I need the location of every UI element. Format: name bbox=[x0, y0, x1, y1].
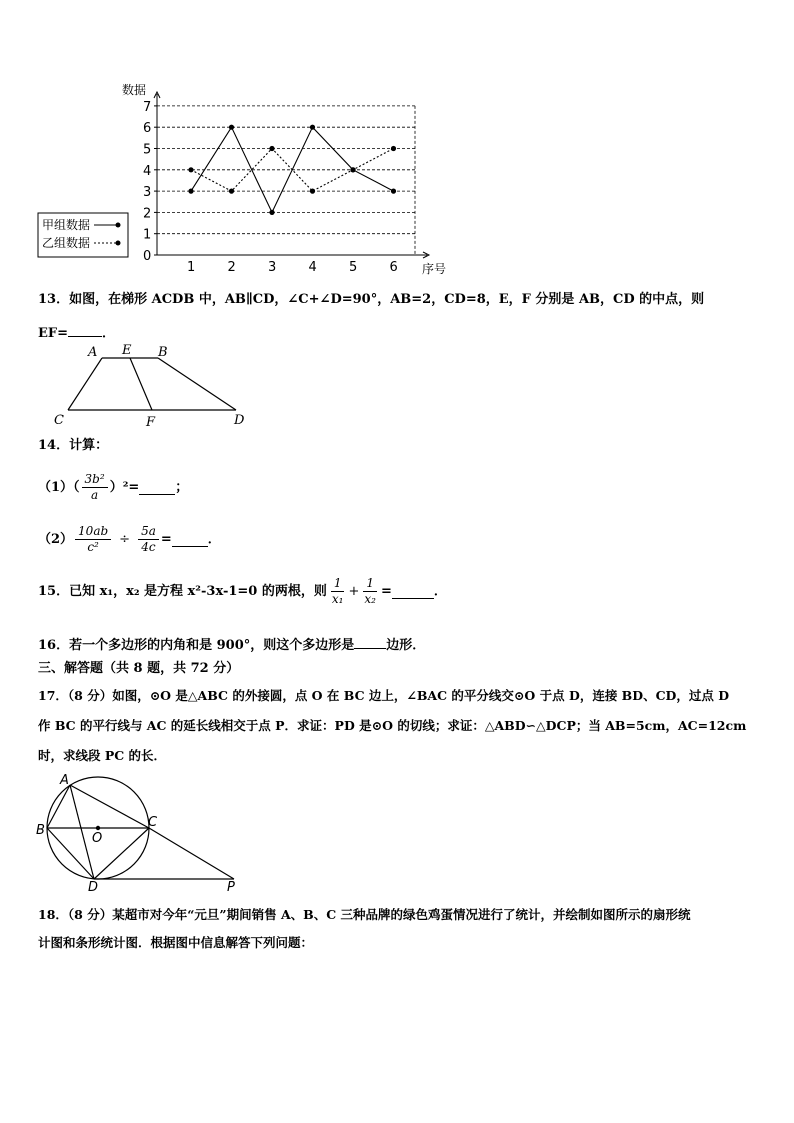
legend-series-1-label: 甲组数据 bbox=[42, 218, 91, 232]
section-3-heading bbox=[38, 659, 239, 679]
q13-line2 bbox=[38, 322, 115, 344]
q14-p1-denominator: a bbox=[91, 488, 99, 502]
q15-number: 15． bbox=[38, 583, 70, 599]
label-o: O bbox=[92, 831, 103, 846]
q15-plus: + bbox=[348, 583, 360, 599]
q17-text-2: 作 BC 的平行线与 AC 的延长线相交于点 P．求证：PD 是⊙O 的切线；求证：△ABD∽△DCP；当 AB=5cm，AC=12cm bbox=[38, 718, 747, 733]
x-tick-label-1: 1 bbox=[187, 260, 196, 275]
q14-p2-end: ． bbox=[207, 531, 221, 547]
q14-part1 bbox=[38, 472, 188, 503]
q14-p1-end: ； bbox=[175, 479, 189, 495]
q15-fraction-1 bbox=[329, 576, 347, 607]
y-tick-label-4: 4 bbox=[143, 163, 152, 179]
legend-series-1-marker bbox=[116, 223, 121, 228]
series-2-point-1 bbox=[188, 167, 193, 172]
series-1-point-2 bbox=[229, 125, 234, 130]
q17-line2 bbox=[38, 716, 746, 736]
y-axis-label: 数据 bbox=[122, 83, 147, 97]
q14-p2-answer-blank[interactable] bbox=[172, 532, 208, 547]
q14-part2 bbox=[38, 524, 221, 555]
y-tick-label-0: 0 bbox=[143, 249, 152, 264]
q14-p1-label: （1）（ bbox=[38, 479, 80, 495]
center-point-o bbox=[96, 826, 100, 830]
q18-line2 bbox=[38, 933, 313, 953]
series-1-point-1 bbox=[188, 189, 193, 194]
q18-text-1: （8 分）某超市对今年“元旦”期间销售 A、B、C 三种品牌的绿色鸡蛋情况进行了统计，并绘制如图所示的扇形统 bbox=[67, 907, 691, 922]
q14-p1-answer-blank[interactable] bbox=[139, 480, 175, 495]
q13-line1 bbox=[38, 290, 704, 310]
label-a: A bbox=[60, 773, 69, 788]
q14-p2-equals: = bbox=[160, 531, 172, 547]
circle-figure bbox=[34, 772, 244, 892]
segment-ad bbox=[70, 785, 94, 879]
q14-p2-label: （2） bbox=[38, 531, 74, 547]
segment-cd bbox=[94, 828, 149, 879]
q18-line1 bbox=[38, 905, 691, 925]
label-c: C bbox=[54, 413, 64, 428]
y-tick-label-2: 2 bbox=[143, 206, 152, 222]
q14-p2-fraction-1 bbox=[75, 524, 111, 555]
label-f: F bbox=[146, 415, 156, 430]
q15-answer-blank[interactable] bbox=[392, 584, 434, 599]
trapezoid-side-bd bbox=[158, 358, 236, 410]
label-p: P bbox=[227, 880, 235, 892]
q14-p2-fraction-2 bbox=[138, 524, 159, 555]
q18-number: 18． bbox=[38, 907, 68, 922]
x-axis-label: 序号 bbox=[422, 262, 447, 276]
series-2-point-4 bbox=[310, 189, 315, 194]
label-b: B bbox=[158, 345, 168, 360]
y-tick-label-1: 1 bbox=[143, 227, 152, 243]
q13-number: 13． bbox=[38, 292, 70, 307]
label-e: E bbox=[122, 343, 132, 358]
q15-denominator-2: x₂ bbox=[364, 592, 376, 606]
q14-p1-fraction bbox=[82, 472, 108, 503]
q17-number: 17． bbox=[38, 688, 68, 703]
q16-answer-blank[interactable] bbox=[354, 634, 386, 649]
q13-text: 如图，在梯形 ACDB 中，AB∥CD，∠C+∠D=90°，AB=2，CD=8，E，F 分别是 AB，CD 的中点，则 bbox=[69, 292, 705, 307]
segment-ac bbox=[70, 785, 149, 828]
y-tick-label-5: 5 bbox=[143, 142, 152, 158]
q15-numerator-2: 1 bbox=[363, 576, 377, 592]
q15-fraction-2 bbox=[361, 576, 379, 607]
q15-denominator-1: x₁ bbox=[331, 592, 344, 606]
segment-ab bbox=[47, 785, 70, 828]
segment-cp bbox=[149, 828, 234, 879]
trapezoid-side-ac bbox=[68, 358, 102, 410]
label-a: A bbox=[88, 345, 98, 360]
x-tick-label-4: 4 bbox=[308, 260, 317, 275]
x-tick-label-3: 3 bbox=[268, 260, 277, 275]
q14-p2-denominator-2: 4c bbox=[141, 540, 156, 554]
q14-p2-numerator-1: 10ab bbox=[75, 524, 111, 540]
q14-title-text: 计算： bbox=[69, 438, 109, 453]
q16-line bbox=[38, 634, 425, 656]
q14-p2-numerator-2: 5a bbox=[138, 524, 159, 540]
q13-end: ． bbox=[102, 326, 116, 341]
q14-title bbox=[38, 436, 108, 456]
q15-equals: = bbox=[380, 583, 392, 599]
q14-p1-close: ）²= bbox=[109, 479, 140, 495]
legend-series-2-marker bbox=[116, 241, 121, 246]
label-d: D bbox=[88, 880, 99, 892]
q13-ef-label: EF= bbox=[38, 326, 69, 341]
q15-numerator-1: 1 bbox=[331, 576, 345, 592]
q16-number: 16． bbox=[38, 638, 70, 653]
q17-text-1: （8 分）如图，⊙O 是△ABC 的外接圆，点 O 在 BC 边上，∠BAC 的平分线交⊙O 于点 D，连接 BD、CD，过点 D bbox=[67, 688, 730, 703]
q17-line3 bbox=[38, 746, 166, 766]
x-tick-label-6: 6 bbox=[389, 260, 398, 275]
series-1-point-4 bbox=[310, 125, 315, 130]
x-tick-label-5: 5 bbox=[349, 260, 358, 275]
series-1-point-3 bbox=[269, 210, 274, 215]
y-tick-label-7: 7 bbox=[143, 99, 152, 115]
q14-number: 14． bbox=[38, 438, 70, 453]
trapezoid-segment-ef bbox=[130, 358, 152, 410]
q14-p2-denominator-1: c² bbox=[87, 540, 99, 554]
label-c: C bbox=[148, 815, 158, 830]
q16-text: 若一个多边形的内角和是 900°，则这个多边形是 bbox=[69, 638, 355, 653]
y-tick-label-6: 6 bbox=[143, 121, 152, 137]
label-d: D bbox=[234, 413, 245, 428]
x-tick-label-2: 2 bbox=[227, 260, 236, 275]
line-chart bbox=[30, 78, 460, 278]
q15-line bbox=[38, 576, 447, 607]
q16-end: 边形． bbox=[386, 638, 426, 653]
legend-series-2-label: 乙组数据 bbox=[42, 236, 91, 250]
y-tick-label-3: 3 bbox=[143, 185, 152, 201]
q13-answer-blank[interactable] bbox=[68, 322, 102, 337]
series-2-point-6 bbox=[391, 146, 396, 151]
series-2-point-5 bbox=[350, 167, 355, 172]
q15-end: ． bbox=[433, 583, 447, 599]
trapezoid-figure bbox=[50, 342, 260, 432]
q18-text-2: 计图和条形统计图．根据图中信息解答下列问题： bbox=[38, 935, 314, 950]
q17-line1 bbox=[38, 686, 729, 706]
q14-p2-divide: ÷ bbox=[119, 531, 131, 547]
q15-text: 已知 x₁，x₂ 是方程 x²-3x-1=0 的两根，则 bbox=[69, 583, 327, 599]
series-1-point-6 bbox=[391, 189, 396, 194]
chart-grid bbox=[157, 106, 415, 255]
q14-p1-numerator: 3b² bbox=[82, 472, 108, 488]
q17-text-3: 时，求线段 PC 的长． bbox=[38, 748, 167, 763]
section-3-title: 三、解答题（共 8 题，共 72 分） bbox=[38, 661, 240, 676]
series-2-point-2 bbox=[229, 189, 234, 194]
series-2-point-3 bbox=[269, 146, 274, 151]
label-b: B bbox=[36, 823, 45, 838]
